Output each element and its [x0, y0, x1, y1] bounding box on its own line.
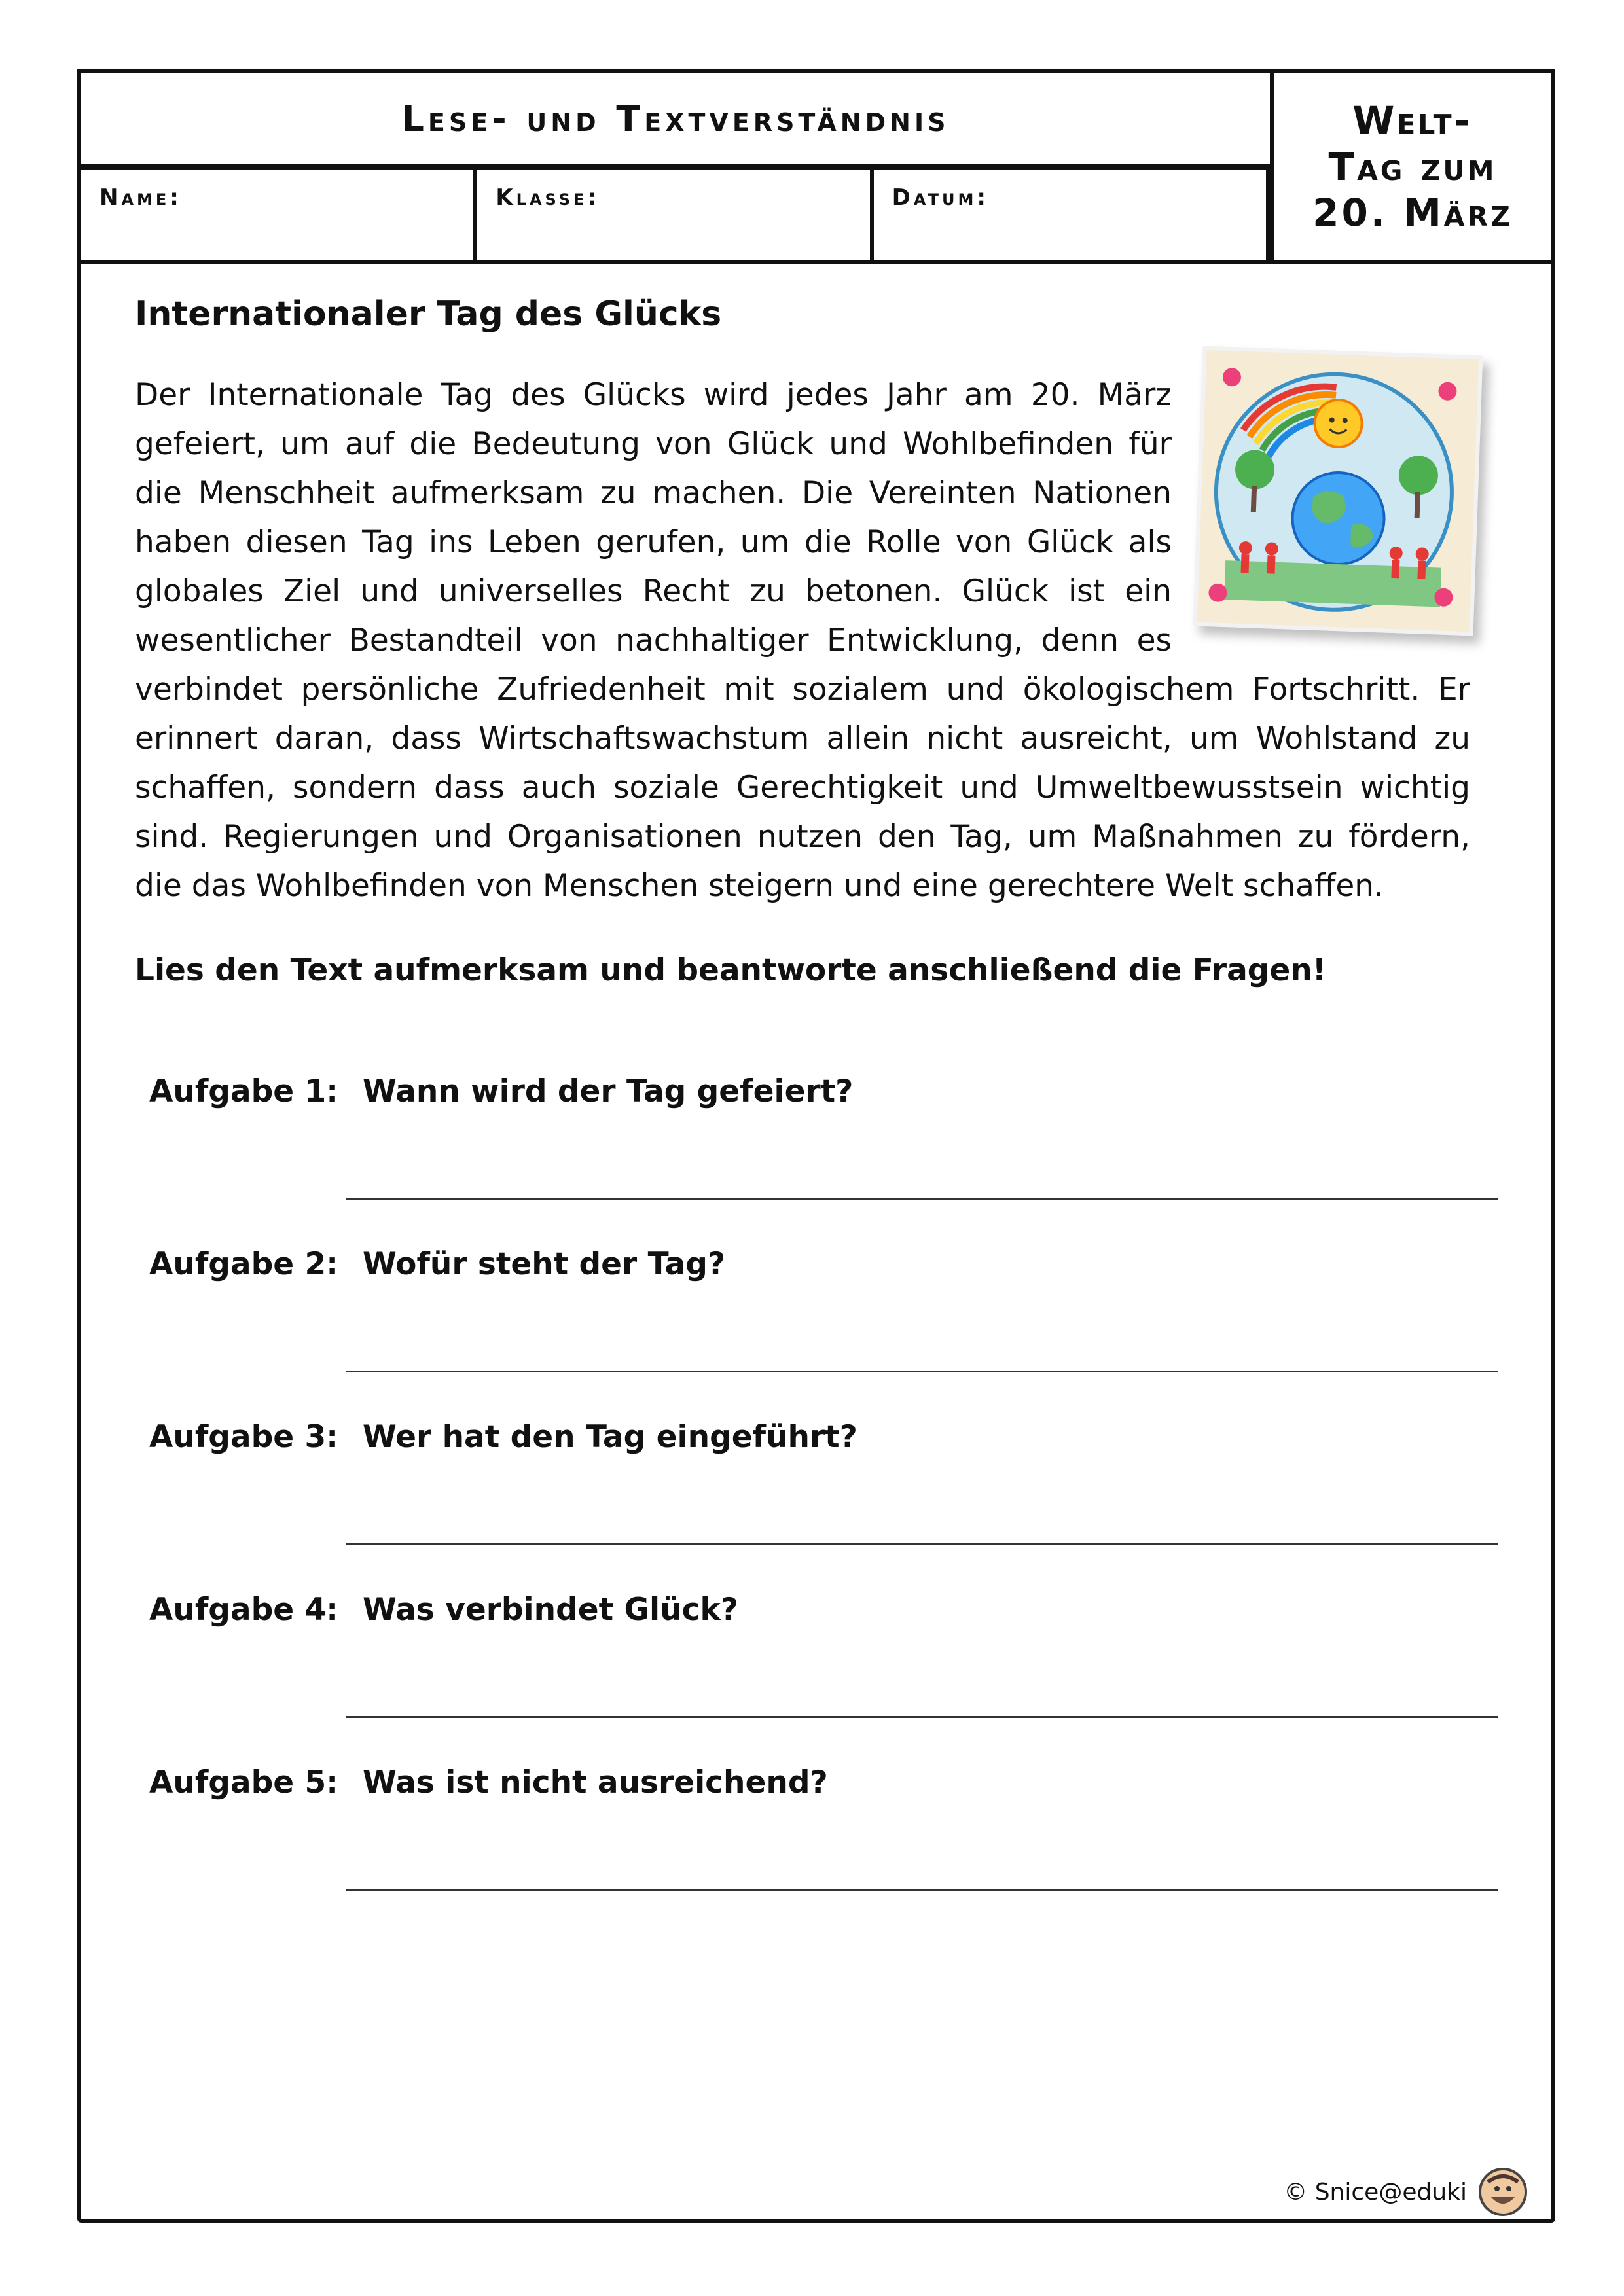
instruction-text: Lies den Text aufmerksam und beantworte anschließend die Fragen!	[135, 952, 1327, 988]
task-question: Wofür steht der Tag?	[363, 1246, 726, 1282]
task-label: Aufgabe 3:	[149, 1419, 339, 1455]
name-field[interactable]: Name:	[81, 170, 477, 260]
author-credit	[1284, 2168, 1527, 2216]
student-info-row	[77, 168, 1270, 264]
task-list	[149, 1073, 1498, 1937]
task-question: Wann wird der Tag gefeiert?	[363, 1073, 854, 1109]
task-label: Aufgabe 1:	[149, 1073, 339, 1109]
article-body: Der Internationale Tag des Glücks wird jedes Jahr am 20. März gefeiert, um auf die Bedeutung von Glück und Wohlbefinden für die Menschheit aufmerksam zu machen. Die Vereinten Nationen haben diesen Tag ins Leben gerufen, um die Rolle von Glück als globales Ziel und universelles Recht zu betonen. Glück ist ein wesentlicher Bestandteil von nachhaltiger Entwicklung, denn es verbindet persönliche Zufriedenheit mit sozialem und ökologischem Fortschritt. Er erinnert daran, dass Wirtschaftswachstum allein nicht ausreicht, um Wohlstand zu schaffen, sondern dass auch soziale Gerechtigkeit und Umweltbewusstsein wichtig sind. Regierungen und Organisationen nutzen den Tag, um Maßnahmen zu fördern, die das Wohlbefinden von Menschen steigern und eine gerechtere Welt schaffen.	[135, 377, 1470, 904]
article	[135, 295, 1470, 988]
task-3	[149, 1419, 1498, 1592]
answer-line[interactable]	[346, 1198, 1498, 1200]
task-4	[149, 1592, 1498, 1765]
author-avatar-icon	[1479, 2168, 1527, 2216]
task-2	[149, 1246, 1498, 1419]
task-question: Was ist nicht ausreichend?	[363, 1765, 828, 1801]
answer-line[interactable]	[346, 1543, 1498, 1545]
task-label: Aufgabe 2:	[149, 1246, 339, 1282]
article-headline: Internationaler Tag des Glücks	[135, 295, 722, 334]
task-1	[149, 1073, 1498, 1246]
answer-line[interactable]	[346, 1889, 1498, 1891]
globe-people-illustration-icon	[1197, 350, 1471, 624]
answer-line[interactable]	[346, 1716, 1498, 1718]
topic-title: Welt- Tag zum 20. März	[1312, 98, 1513, 236]
task-label: Aufgabe 5:	[149, 1765, 339, 1801]
task-label: Aufgabe 4:	[149, 1592, 339, 1628]
task-question: Wer hat den Tag eingeführt?	[363, 1419, 857, 1455]
answer-line[interactable]	[346, 1371, 1498, 1372]
datum-field[interactable]: Datum:	[874, 170, 1270, 260]
task-question: Was verbindet Glück?	[363, 1592, 739, 1628]
klasse-field[interactable]: Klasse:	[477, 170, 873, 260]
worksheet-title: Lese- und Textverständnis	[401, 98, 950, 139]
task-5	[149, 1765, 1498, 1937]
credit-text: © Snice@eduki	[1284, 2178, 1467, 2206]
header-title-bar	[77, 69, 1270, 168]
topic-box	[1270, 69, 1555, 264]
happiness-illustration	[1193, 346, 1483, 636]
